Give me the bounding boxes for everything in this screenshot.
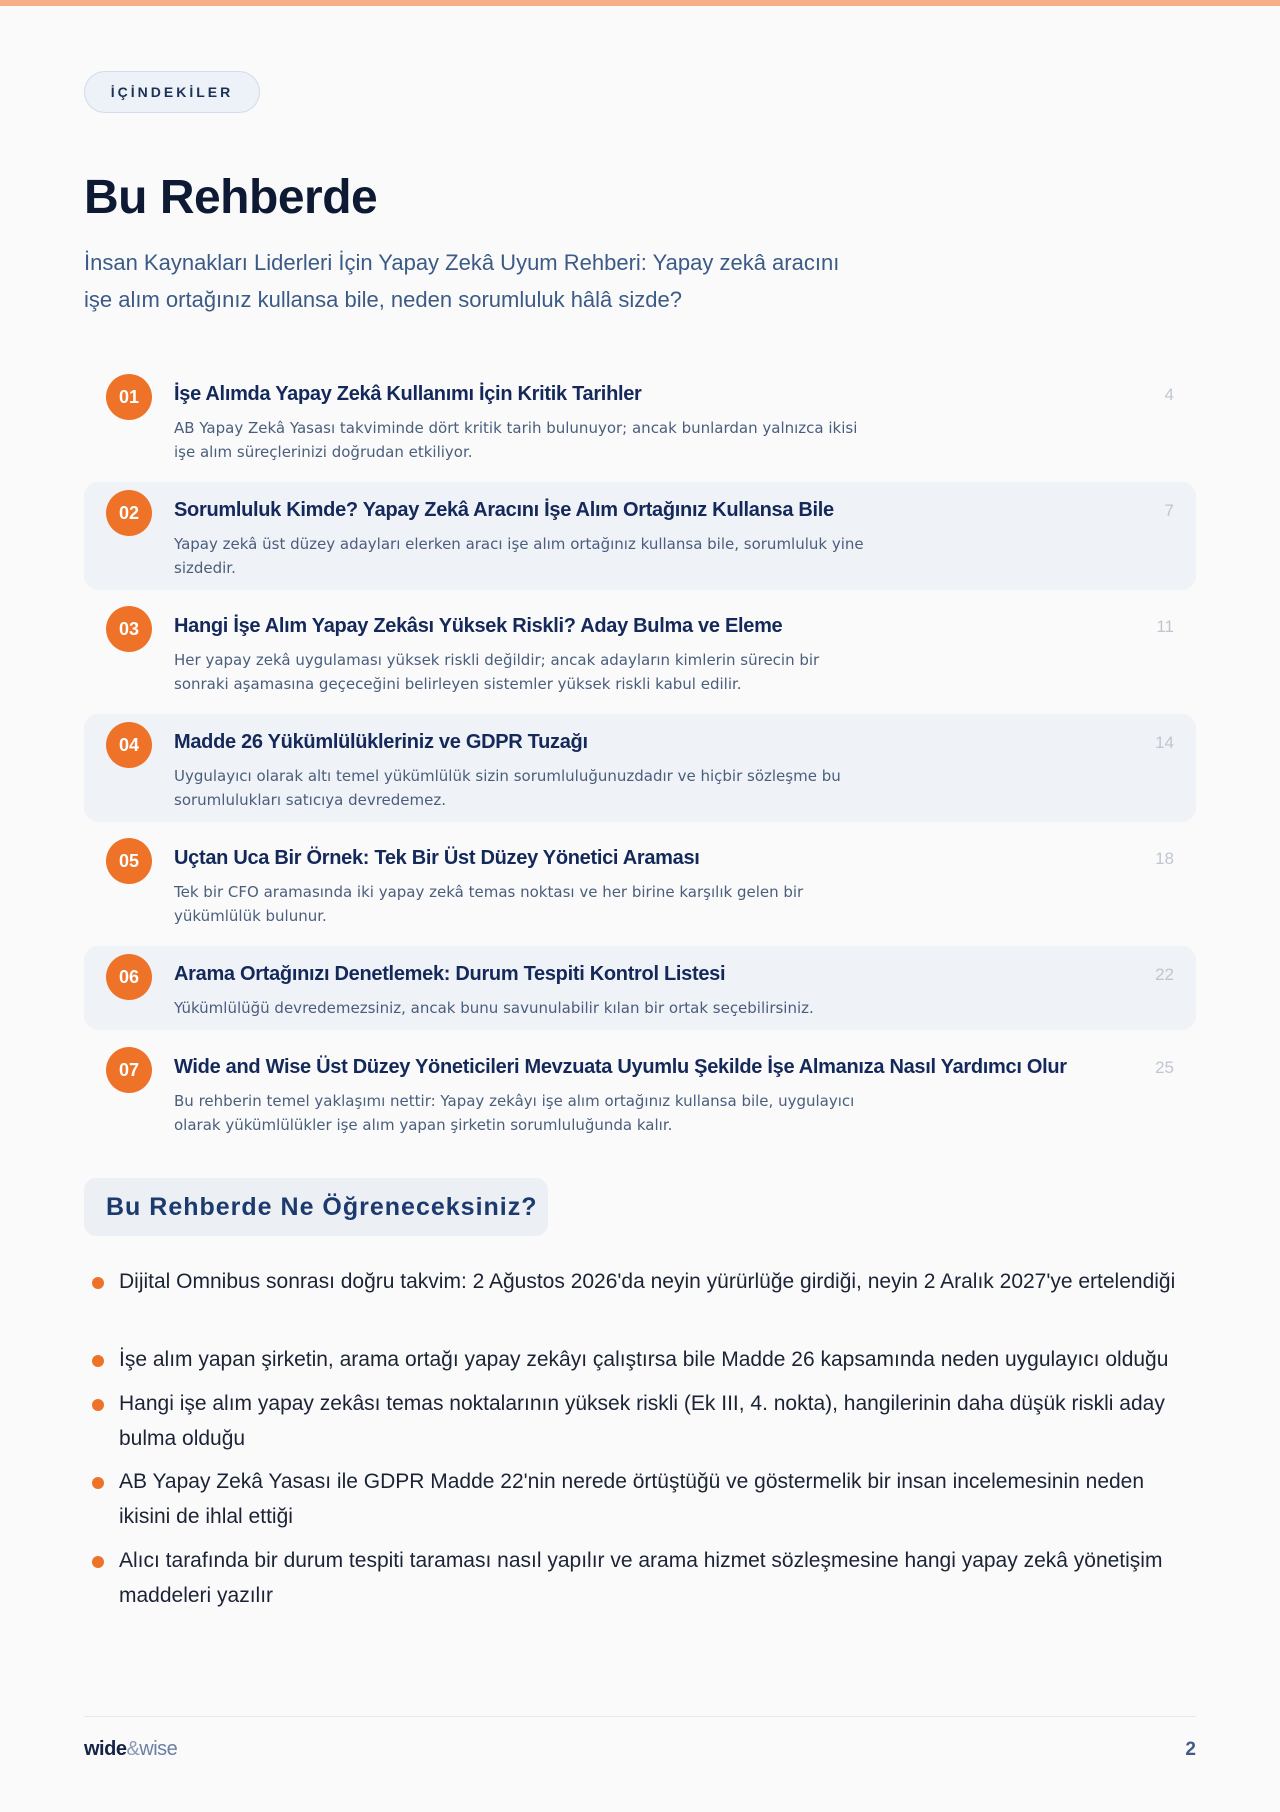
- footer-divider: [84, 1716, 1196, 1717]
- toc-number-badge: 01: [106, 374, 152, 420]
- bullet-dot-icon: [92, 1399, 104, 1411]
- top-accent-bar: [0, 0, 1280, 6]
- toc-item-description: AB Yapay Zekâ Yasası takviminde dört kritik tarih bulunuyor; ancak bunlardan yalnızca ikisi işe alım süreçlerinizi doğrudan etkiliyor.: [174, 419, 858, 461]
- bullet-dot-icon: [92, 1556, 104, 1568]
- toc-page-number: 4: [1164, 385, 1174, 404]
- toc-item-title: İşe Alımda Yapay Zekâ Kullanımı İçin Kritik Tarihler: [174, 383, 642, 405]
- toc-page-number: 25: [1155, 1058, 1174, 1077]
- toc-item-title: Wide and Wise Üst Düzey Yöneticileri Mevzuata Uyumlu Şekilde İşe Almanıza Nasıl Yardımcı Olur: [174, 1056, 1067, 1078]
- toc-item-description: Tek bir CFO aramasında iki yapay zekâ temas noktası ve her birine karşılık gelen bir yükümlülük bulunur.: [174, 883, 804, 925]
- bullet-dot-icon: [92, 1477, 104, 1489]
- bullet-text: İşe alım yapan şirketin, arama ortağı yapay zekâyı çalıştırsa bile Madde 26 kapsamında neden uygulayıcı olduğu: [119, 1348, 1169, 1371]
- bullet-dot-icon: [92, 1355, 104, 1367]
- toc-item-title: Hangi İşe Alım Yapay Zekâsı Yüksek Riskli? Aday Bulma ve Eleme: [174, 615, 783, 637]
- logo-ampersand: &: [126, 1738, 140, 1760]
- toc-item-description: Uygulayıcı olarak altı temel yükümlülük sizin sorumluluğunuzdadır ve hiçbir sözleşme bu sorumlulukları satıcıya devredemez.: [174, 767, 841, 809]
- toc-page-number: 14: [1155, 733, 1174, 752]
- toc-item-description: Bu rehberin temel yaklaşımı nettir: Yapay zekâyı işe alım ortağınız kullansa bile, uygulayıcı olarak yükümlülükler işe alım yapan şirketin sorumluluğunda kalır.: [174, 1092, 855, 1134]
- toc-item[interactable]: [84, 714, 1196, 822]
- brand-logo: [84, 1738, 177, 1761]
- page-title: Bu Rehberde: [84, 171, 378, 224]
- logo-word-wise: wise: [139, 1738, 178, 1760]
- toc-item-description: Yükümlülüğü devredemezsiniz, ancak bunu savunulabilir kılan bir ortak seçebilirsiniz.: [174, 999, 814, 1017]
- toc-item[interactable]: [84, 946, 1196, 1030]
- toc-item[interactable]: [84, 482, 1196, 590]
- toc-number-badge: 06: [106, 954, 152, 1000]
- bullet-dot-icon: [92, 1277, 104, 1289]
- toc-item[interactable]: [84, 598, 1196, 698]
- toc-item[interactable]: [84, 366, 1196, 466]
- toc-page-number: 22: [1155, 965, 1174, 984]
- toc-page-number: 11: [1156, 617, 1174, 636]
- page-number: 2: [1185, 1739, 1196, 1760]
- page-subtitle: İnsan Kaynakları Liderleri İçin Yapay Zekâ Uyum Rehberi: Yapay zekâ aracını işe alım ortağınız kullansa bile, neden sorumluluk hâlâ sizde?: [84, 250, 840, 312]
- toc-item-description: Yapay zekâ üst düzey adayları elerken aracı işe alım ortağınız kullansa bile, sorumluluk yine sizdedir.: [174, 535, 864, 577]
- toc-number-badge: 02: [106, 490, 152, 536]
- toc-item-title: Sorumluluk Kimde? Yapay Zekâ Aracını İşe Alım Ortağınız Kullansa Bile: [174, 499, 834, 521]
- bullet-text: Alıcı tarafında bir durum tespiti taraması nasıl yapılır ve arama hizmet sözleşmesine hangi yapay zekâ yönetişim maddeleri yazılır: [119, 1549, 1163, 1607]
- toc-number-badge: 05: [106, 838, 152, 884]
- toc-number-badge: 04: [106, 722, 152, 768]
- logo-word-wide: wide: [84, 1738, 127, 1760]
- toc-item[interactable]: [84, 830, 1196, 930]
- toc-item-title: Arama Ortağınızı Denetlemek: Durum Tespiti Kontrol Listesi: [174, 963, 726, 985]
- toc-item-description: Her yapay zekâ uygulaması yüksek riskli değildir; ancak adayların kimlerin sürecin bir sonraki aşamasına geçeceğini belirleyen sistemler yüksek riskli kabul edilir.: [174, 651, 820, 693]
- bullet-text: Hangi işe alım yapay zekâsı temas noktalarının yüksek riskli (Ek III, 4. nokta), hangilerinin daha düşük riskli aday bulma olduğu: [119, 1392, 1165, 1450]
- toc-item-title: Madde 26 Yükümlülükleriniz ve GDPR Tuzağı: [174, 731, 588, 753]
- toc-number-badge: 03: [106, 606, 152, 652]
- learn-section-title: Bu Rehberde Ne Öğreneceksiniz?: [106, 1193, 538, 1221]
- toc-page-number: 18: [1155, 849, 1174, 868]
- bullet-text: Dijital Omnibus sonrası doğru takvim: 2 Ağustos 2026'da neyin yürürlüğe girdiği, neyin 2 Aralık 2027'ye ertelendiği: [119, 1270, 1176, 1293]
- toc-page-number: 7: [1164, 501, 1174, 520]
- bullet-text: AB Yapay Zekâ Yasası ile GDPR Madde 22'nin nerede örtüştüğü ve göstermelik bir insan incelemesinin neden ikisini de ihlal ettiği: [119, 1470, 1145, 1528]
- section-eyebrow-badge: İÇİNDEKİLER: [84, 71, 260, 113]
- toc-number-badge: 07: [106, 1047, 152, 1093]
- learn-section-header: [84, 1178, 548, 1236]
- toc-item-title: Uçtan Uca Bir Örnek: Tek Bir Üst Düzey Yönetici Araması: [174, 847, 700, 869]
- toc-item[interactable]: [84, 1039, 1196, 1139]
